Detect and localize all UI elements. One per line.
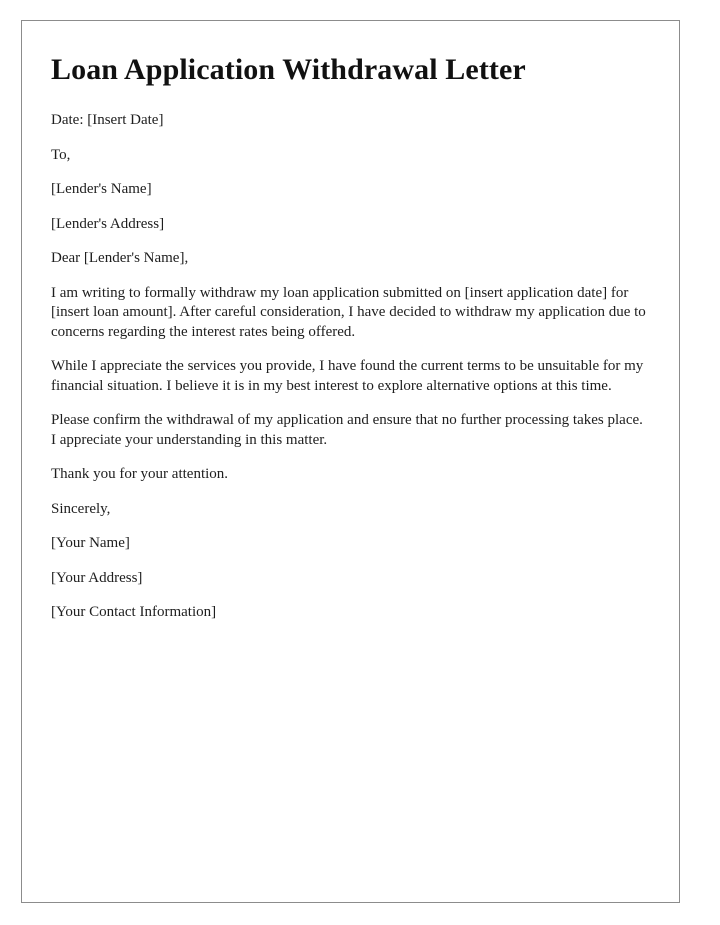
lender-address: [Lender's Address]: [51, 215, 165, 232]
salutation: Dear [Lender's Name],: [51, 250, 189, 266]
thank-you-line: Thank you for your attention.: [51, 466, 229, 482]
lender-name: [Lender's Name]: [51, 181, 152, 197]
body-paragraph-2: While I appreciate the services you provide, I have found the current terms to be unsuitable for my financial situation. I believe it is in my best interest to explore alternative options at this time.: [51, 358, 644, 394]
sender-contact: [Your Contact Information]: [51, 604, 217, 620]
recipient-to-line: To,: [51, 146, 71, 163]
date-line: Date: [Insert Date]: [51, 112, 164, 128]
body-paragraph-3: Please confirm the withdrawal of my application and ensure that no further processing takes place. I appreciate your understanding in this matter.: [51, 412, 643, 448]
letter-page: [21, 20, 680, 903]
sender-name: [Your Name]: [51, 535, 130, 551]
letter-title: Loan Application Withdrawal Letter: [51, 53, 526, 86]
closing-line: Sincerely,: [51, 500, 111, 517]
body-paragraph-1: I am writing to formally withdraw my loan application submitted on [insert application date] for [insert loan amount]. After careful consideration, I have decided to withdraw my application due to concerns regarding the interest rates being offered.: [51, 284, 646, 340]
sender-address: [Your Address]: [51, 569, 143, 586]
